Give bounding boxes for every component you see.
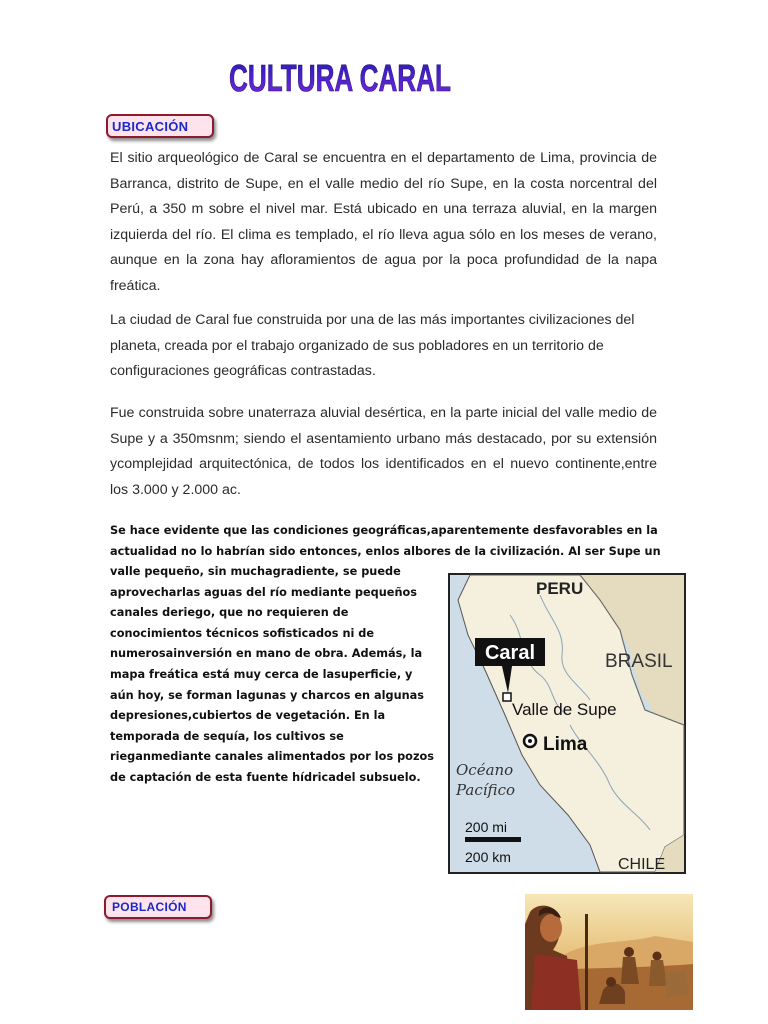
map-label-chile: CHILE xyxy=(618,856,666,873)
map-label-caral: Caral xyxy=(484,642,536,664)
paragraph-city: La ciudad de Caral fue construida por una de las más importantes civilizaciones del planeta, creada por el trabajo organizado de sus pobladores en un territorio de configuraciones geográficas contrastadas. xyxy=(110,312,635,380)
figure-background xyxy=(624,947,634,957)
paragraph-location: El sitio arqueológico de Caral se encuentra en el departamento de Lima, provincia de Barranca, distrito de Supe, en el valle medio del río Supe, en la costa norcentral del Perú, a 350 m sobre el nivel mar. Está ubicado en una terraza aluvial, en la margen izquierda del río. El clima es templado, el río lleva agua sólo en los meses de verano, aunque en la zona hay afloramientos de agua por la poca profundidad de la napa freática. xyxy=(110,150,657,294)
paragraph-construction: Fue construida sobre unaterraza aluvial desértica, en la parte inicial del valle medio de Supe y a 350msnm; siendo el asentamiento urbano más destacado, por su extensión ycomplejidad arquitectónica, de todos los identificados en el nuevo continente,entre los 3.000 y 2.000 ac. xyxy=(110,405,657,498)
map-label-pacifico: Pacífico xyxy=(456,781,515,799)
map-label-lima: Lima xyxy=(543,734,588,755)
population-illustration xyxy=(525,894,693,1010)
section-label-poblacion: POBLACIÓN xyxy=(104,895,212,919)
bold-paragraph-column: valle pequeño, sin muchagradiente, se puede aprovecharlas aguas del río mediante pequeños canales deriego, que no requieren de conocimientos técnicos sofisticados ni de numerosainversión en mano de obra. Además, la mapa freática está muy cerca de lasuperficie, y aún hoy, se forman lagunas y charcos en algunas depresiones,cubiertos de vegetación. En la temporada de sequía, los cultivos se rieganmediante canales alimentados por los pozos de captación de esta fuente hídricadel subsuelo. xyxy=(110,565,435,784)
map-scale-km: 200 km xyxy=(465,849,511,865)
bold-paragraph-intro: Se hace evidente que las condiciones geográficas,aparentemente desfavorables en la actualidad no lo habrían sido entonces, enlos albores de la civilización. Al ser Supe un xyxy=(110,524,661,558)
map-label-oceano: Océano xyxy=(456,761,514,779)
map-scale-bar xyxy=(465,837,521,842)
map-scale-mi: 200 mi xyxy=(465,819,508,835)
page-title xyxy=(222,52,472,102)
map-label-valle: Valle de Supe xyxy=(512,700,617,719)
map-label-brasil: BRASIL xyxy=(605,651,673,672)
page-title-text: CULTURA CARAL xyxy=(229,58,451,100)
map-label-peru: PERU xyxy=(536,579,584,598)
section-label-ubicacion: UBICACIÓN xyxy=(106,114,214,138)
caral-location-map xyxy=(448,573,686,874)
